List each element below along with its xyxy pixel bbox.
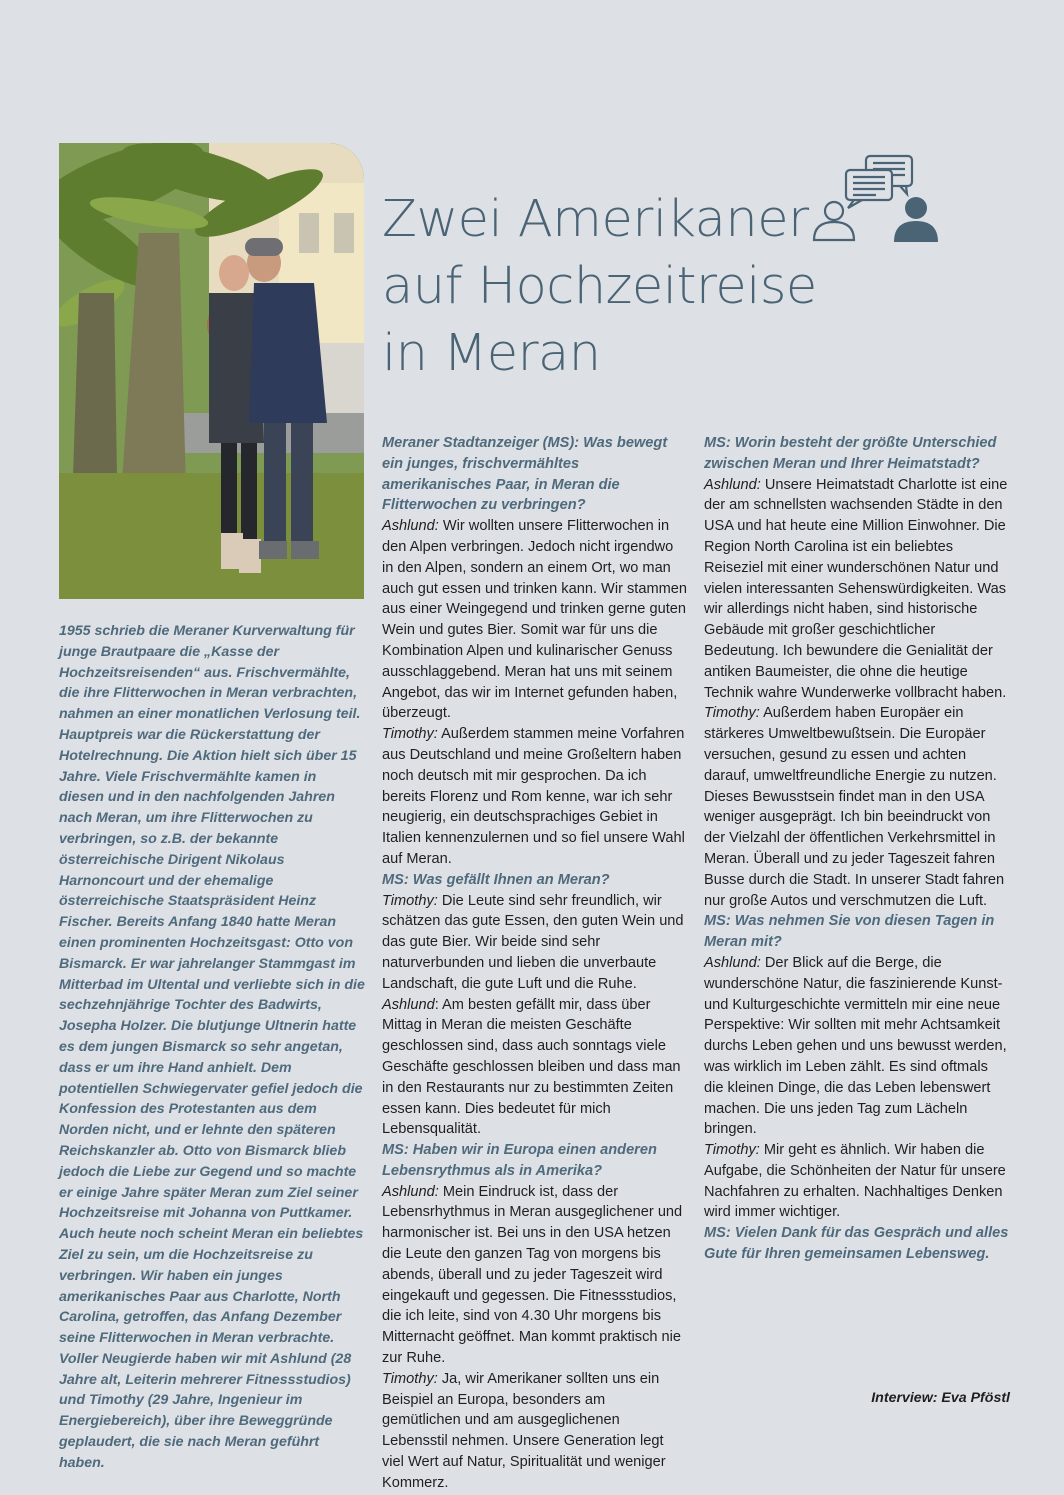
answer — [704, 953, 1010, 1140]
speaker: Timothy: — [704, 1142, 760, 1159]
question: MS: Was gefällt Ihnen an Meran? — [382, 871, 610, 888]
interview-credit: Interview: Eva Pföstl — [871, 1390, 1010, 1406]
answer — [704, 475, 1010, 704]
answer — [382, 1182, 687, 1369]
answer-text: Die Leute sind sehr freundlich, wir schätzen das gute Essen, den guten Wein und das gute Bier. Wir beide sind sehr naturverbunden und lieben die unverbaute Landschaft, die gute Luft und die Ruhe. — [382, 892, 684, 992]
intro-paragraph-1: 1955 schrieb die Meraner Kurverwaltung für junge Brautpaare die „Kasse der Hochzeitsreisenden“ aus. Frischvermählte, die ihre Flitterwochen in Meran verbrachten, nahmen an einer monatlichen Verlosung teil. Hauptpreis war die Rückerstattung der Hotelrechnung. Die Aktion hielt sich über 15 Jahre. Viele Frischvermählte kamen in diesen und in den nachfolgenden Jahren nach Meran, um ihre Flitterwochen zu verbringen, so z.B. der bekannte österreichische Dirigent Nikolaus Harnoncourt und der ehemalige österreichische Staatspräsident Heinz Fischer. Bereits Anfang 1840 hatte Meran einen prominenten Hochzeitsgast: Otto von Bismarck. Er war jahrelanger Stammgast im Mitterbad im Ultental und verliebte sich in die sechzehnjährige Tochter des Badwirts, Josepha Holzer. Die blutjunge Ultnerin hatte es dem jungen Bismarck so sehr angetan, dass er um ihre Hand anhielt. Dem potentiellen Schwiegervater gefiel jedoch die Konfession des Protestanten aus dem Norden nicht, und er lehnte den späteren Reichskanzler ab. Otto von Bismarck blieb jedoch die Liebe zur Gegend und so machte er einige Jahre später Meran zum Ziel seiner Hochzeitsreise mit Johanna von Puttkamer. — [59, 623, 365, 1222]
answer — [382, 724, 687, 870]
intro-paragraph-2: Auch heute noch scheint Meran ein beliebtes Ziel zu sein, um die Hochzeitsreise zu verbringen. Wir haben ein junges amerikanisches Paar aus Charlotte, North Carolina, getroffen, das Anfang Dezember seine Flitterwochen in Meran verbrachte. Voller Neugierde haben wir mit Ashlund (28 Jahre alt, Leiterin mehrerer Fitnessstudios) und Timothy (29 Jahre, Ingenieur im Energiebereich), über ihre Beweggründe geplaudert, die sie nach Meran geführt haben. — [59, 1226, 364, 1471]
answer-text: Der Blick auf die Berge, die wunderschöne Natur, die faszinierende Kunst- und Kulturgeschichte vermitteln mir eine neue Perspektive: Wir sollten mit mehr Achtsamkeit durchs Leben gehen und uns bewusst werden, was wirklich im Leben zählt. Es sind oftmals die kleinen Dinge, die das Leben lebenswert machen. Die uns jeden Tag zum Lächeln bringen. — [704, 954, 1007, 1138]
answer — [382, 1369, 687, 1494]
question: MS: Vielen Dank für das Gespräch und alles Gute für Ihren gemeinsamen Lebensweg. — [704, 1225, 1009, 1263]
speaker: Timothy: — [382, 892, 438, 909]
speaker: Ashlund: — [704, 954, 761, 971]
title-line-2: auf Hochzeitreise — [382, 257, 817, 316]
question: MS: Was nehmen Sie von diesen Tagen in Meran mit? — [704, 913, 995, 951]
answer-text: Mir geht es ähnlich. Wir haben die Aufgabe, die Schönheiten der Natur für unsere Nachfahren zu erhalten. Nachhaltiges Denken wird immer wichtiger. — [704, 1142, 1006, 1221]
speaker: Ashlund: — [382, 1183, 439, 1200]
answer-text: Wir wollten unsere Flitterwochen in den Alpen verbringen. Jedoch nicht irgendwo in den Alpen, sondern an einem Ort, wo man auch gut essen und trinken kann. Wir stammen aus einer Weingegend und trinken gerne guten Wein und gutes Bier. Somit war für uns die Kombination Alpen und kulinarischer Genuss ausschlaggebend. Meran hat uns mit seinem Angebot, das wir im Internet gefunden haben, überzeugt. — [382, 518, 688, 722]
people-chat-icon — [808, 152, 942, 244]
question: MS: Worin besteht der größte Unterschied zwischen Meran und Ihrer Heimatstadt? — [704, 435, 997, 472]
couple-photo — [59, 143, 364, 599]
interview-column-2 — [704, 433, 1010, 1265]
speaker: Timothy: — [382, 726, 438, 743]
speaker: Timothy: — [382, 1370, 438, 1387]
answer-text: : Am besten gefällt mir, dass über Mittag in Meran die meisten Geschäfte geschlossen sind, dass auch sonntags viele Geschäfte geschlossen bleiben und dass man in den Restaurants nur zu bestimmten Zeiten essen kann. Dies bedeutet für mich Lebensqualität. — [382, 996, 681, 1138]
answer-text: Unsere Heimatstadt Charlotte ist eine der am schnellsten wachsenden Städte in den USA und hat heute eine Million Einwohner. Die Region North Carolina ist ein beliebtes Reiseziel mit einer wunderschönen Natur und vielen interessanten Sehenswürdigkeiten. Was wir allerdings nicht haben, sind historische Gebäude mit großer geschichtlicher Bedeutung. Ich bewundere die Genialität der antiken Baumeister, die ohne die heutige Technik wahre Wunderwerke vollbracht haben. — [704, 476, 1008, 701]
speaker: Ashlund — [382, 996, 435, 1013]
question: MS: Haben wir in Europa einen anderen Lebensrythmus als in Amerika? — [382, 1142, 657, 1179]
title-line-1: Zwei Amerikaner — [382, 190, 809, 249]
interview-column-1 — [382, 433, 687, 1494]
speaker: Ashlund: — [382, 518, 439, 535]
answer — [382, 995, 687, 1141]
answer — [704, 703, 1010, 911]
answer — [382, 891, 687, 995]
intro-text — [59, 621, 365, 1474]
question: Meraner Stadtanzeiger (MS): Was bewegt ein junges, frischvermähltes amerikanisches Paar, in Meran die Flitterwochen zu verbringen? — [382, 435, 668, 514]
title-line-3: in Meran — [382, 324, 601, 383]
answer-text: Mein Eindruck ist, dass der Lebensrhythmus in Meran ausgeglichener und harmonischer ist. Bei uns in den USA hetzen die Leute den ganzen Tag von morgens bis abends, überall und zu jeder Tageszeit wird eingekauft und gegessen. Die Fitnessstudios, die ich leite, sind von 4.30 Uhr morgens bis Mitternacht geöffnet. Man kommt praktisch nie zur Ruhe. — [382, 1183, 683, 1367]
answer-text: Außerdem haben Europäer ein stärkeres Umweltbewußtsein. Die Europäer versuchen, gesund zu essen und achten darauf, umweltfreundliche Energie zu nutzen. Dieses Bewusstsein findet man in den USA weniger ausgeprägt. Ich bin beeindruckt von der Vielzahl der öffentlichen Verkehrsmittel in Meran. Überall und zu jeder Tageszeit fahren Busse durch die Stadt. In unserer Stadt fahren nur große Autos und verschmutzen die Luft. — [704, 705, 1005, 909]
speaker: Timothy: — [704, 705, 760, 722]
answer-text: Außerdem stammen meine Vorfahren aus Deutschland und meine Großeltern haben noch deutsch mit mir gesprochen. Da ich bereits Florenz und Rom kenne, war ich sehr neugierig, ein deutschsprachiges Gebiet in Italien kennenzulernen und so fiel unsere Wahl auf Meran. — [382, 726, 685, 867]
answer-text: Ja, wir Amerikaner sollten uns ein Beispiel an Europa, besonders am gemütlichen und am ausgeglichenen Lebensstil nehmen. Unsere Generation legt viel Wert auf Natur, Spiritualität und weniger Kommerz. — [382, 1370, 666, 1491]
speaker: Ashlund: — [704, 476, 761, 493]
answer — [704, 1140, 1010, 1223]
answer — [382, 516, 687, 724]
